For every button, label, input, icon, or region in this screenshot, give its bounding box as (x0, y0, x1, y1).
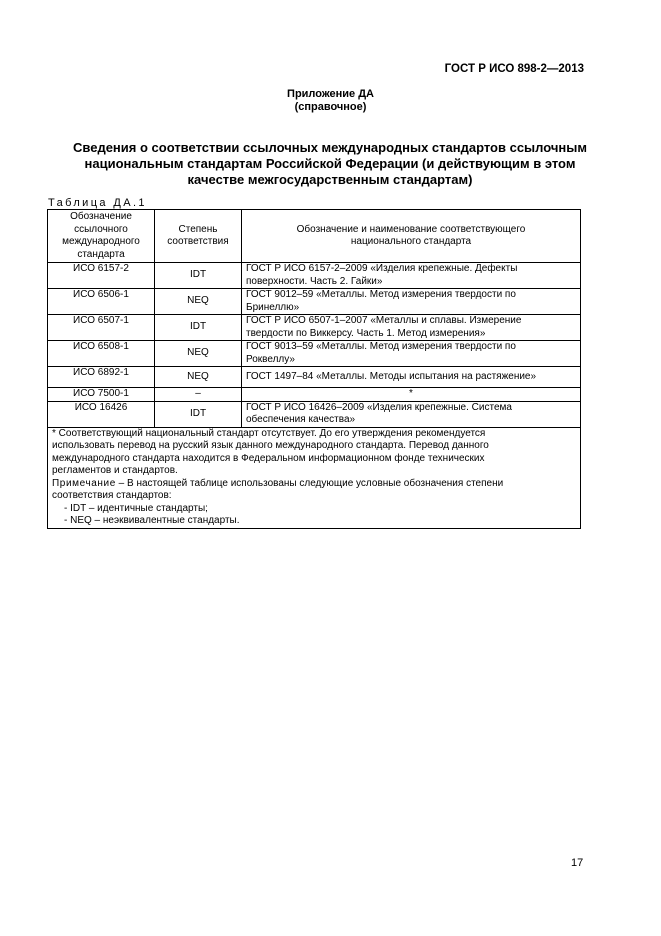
table-row (48, 388, 581, 402)
document-code: ГОСТ Р ИСО 898-2—2013 (444, 63, 584, 75)
note-line (52, 478, 576, 491)
column-header-reference: Обозначение ссылочного международного стандарта (48, 210, 155, 263)
national-cell: ГОСТ Р ИСО 6157-2–2009 «Изделия крепежные. Дефекты поверхности. Часть 2. Гайки» (242, 263, 581, 289)
table-notes-row (48, 427, 581, 528)
degree-cell: NEQ (155, 367, 242, 388)
reference-cell: ИСО 6892-1 (48, 367, 155, 388)
national-cell: ГОСТ Р ИСО 16426–2009 «Изделия крепежные. Система обеспечения качества» (242, 401, 581, 427)
page-number: 17 (571, 857, 584, 869)
column-header-national: Обозначение и наименование соответствующего национального стандарта (242, 210, 581, 263)
national-cell: ГОСТ 9013–59 «Металлы. Метод измерения твердости по Роквеллу» (242, 341, 581, 367)
table-row (48, 263, 581, 289)
footnote-line: использовать перевод на русский язык данного международного стандарта. Перевод данного (52, 440, 489, 451)
appendix-title: Приложение ДА (287, 88, 374, 100)
table-label: Таблица ДА.1 (48, 197, 147, 209)
degree-cell: NEQ (155, 341, 242, 367)
table-row (48, 367, 581, 388)
degree-cell: IDT (155, 401, 242, 427)
national-cell: ГОСТ 9012–59 «Металлы. Метод измерения твердости по Бринеллю» (242, 289, 581, 315)
national-cell: ГОСТ Р ИСО 6507-1–2007 «Металлы и сплавы. Измерение твердости по Виккерсу. Часть 1. Метод измерения» (242, 315, 581, 341)
main-title-line: качестве межгосударственным стандартам) (187, 172, 473, 187)
reference-cell: ИСО 16426 (48, 401, 155, 427)
main-title (40, 140, 620, 188)
note-item: - NEQ – неэквивалентные стандарты. (64, 515, 240, 526)
degree-cell: IDT (155, 315, 242, 341)
degree-cell: NEQ (155, 289, 242, 315)
reference-cell: ИСО 6506-1 (48, 289, 155, 315)
appendix-subtitle: (справочное) (294, 101, 367, 113)
column-header-degree: Степень соответствия (155, 210, 242, 263)
correspondence-table (47, 209, 581, 529)
footnote-line: международного стандарта находится в Федеральном информационном фонде технических (52, 452, 485, 464)
reference-cell: ИСО 6508-1 (48, 341, 155, 367)
national-cell: * (242, 388, 581, 402)
reference-cell: ИСО 7500-1 (48, 388, 155, 402)
footnote-line: регламентов и стандартов. (52, 465, 178, 476)
note-text: – В настоящей таблице использованы следующие условные обозначения степени (115, 477, 504, 489)
table-row (48, 341, 581, 367)
main-title-line: Сведения о соответствии ссылочных международных стандартов ссылочным (73, 140, 587, 155)
note-label: Примечание (52, 477, 116, 489)
table-notes (48, 427, 581, 528)
table-row (48, 401, 581, 427)
table-header-row (48, 210, 581, 263)
reference-cell: ИСО 6157-2 (48, 263, 155, 289)
table-row (48, 315, 581, 341)
degree-cell: – (155, 388, 242, 402)
main-title-line: национальным стандартам Российской Федерации (и действующим в этом (84, 156, 576, 171)
note-item: - IDT – идентичные стандарты; (64, 502, 208, 514)
reference-cell: ИСО 6507-1 (48, 315, 155, 341)
note-line: соответствия стандартов: (52, 490, 172, 501)
degree-cell: IDT (155, 263, 242, 289)
footnote-line: * Соответствующий национальный стандарт отсутствует. До его утверждения рекомендуется (52, 427, 486, 439)
appendix-heading (0, 88, 661, 114)
table-row (48, 289, 581, 315)
national-cell: ГОСТ 1497–84 «Металлы. Методы испытания на растяжение» (242, 367, 581, 388)
